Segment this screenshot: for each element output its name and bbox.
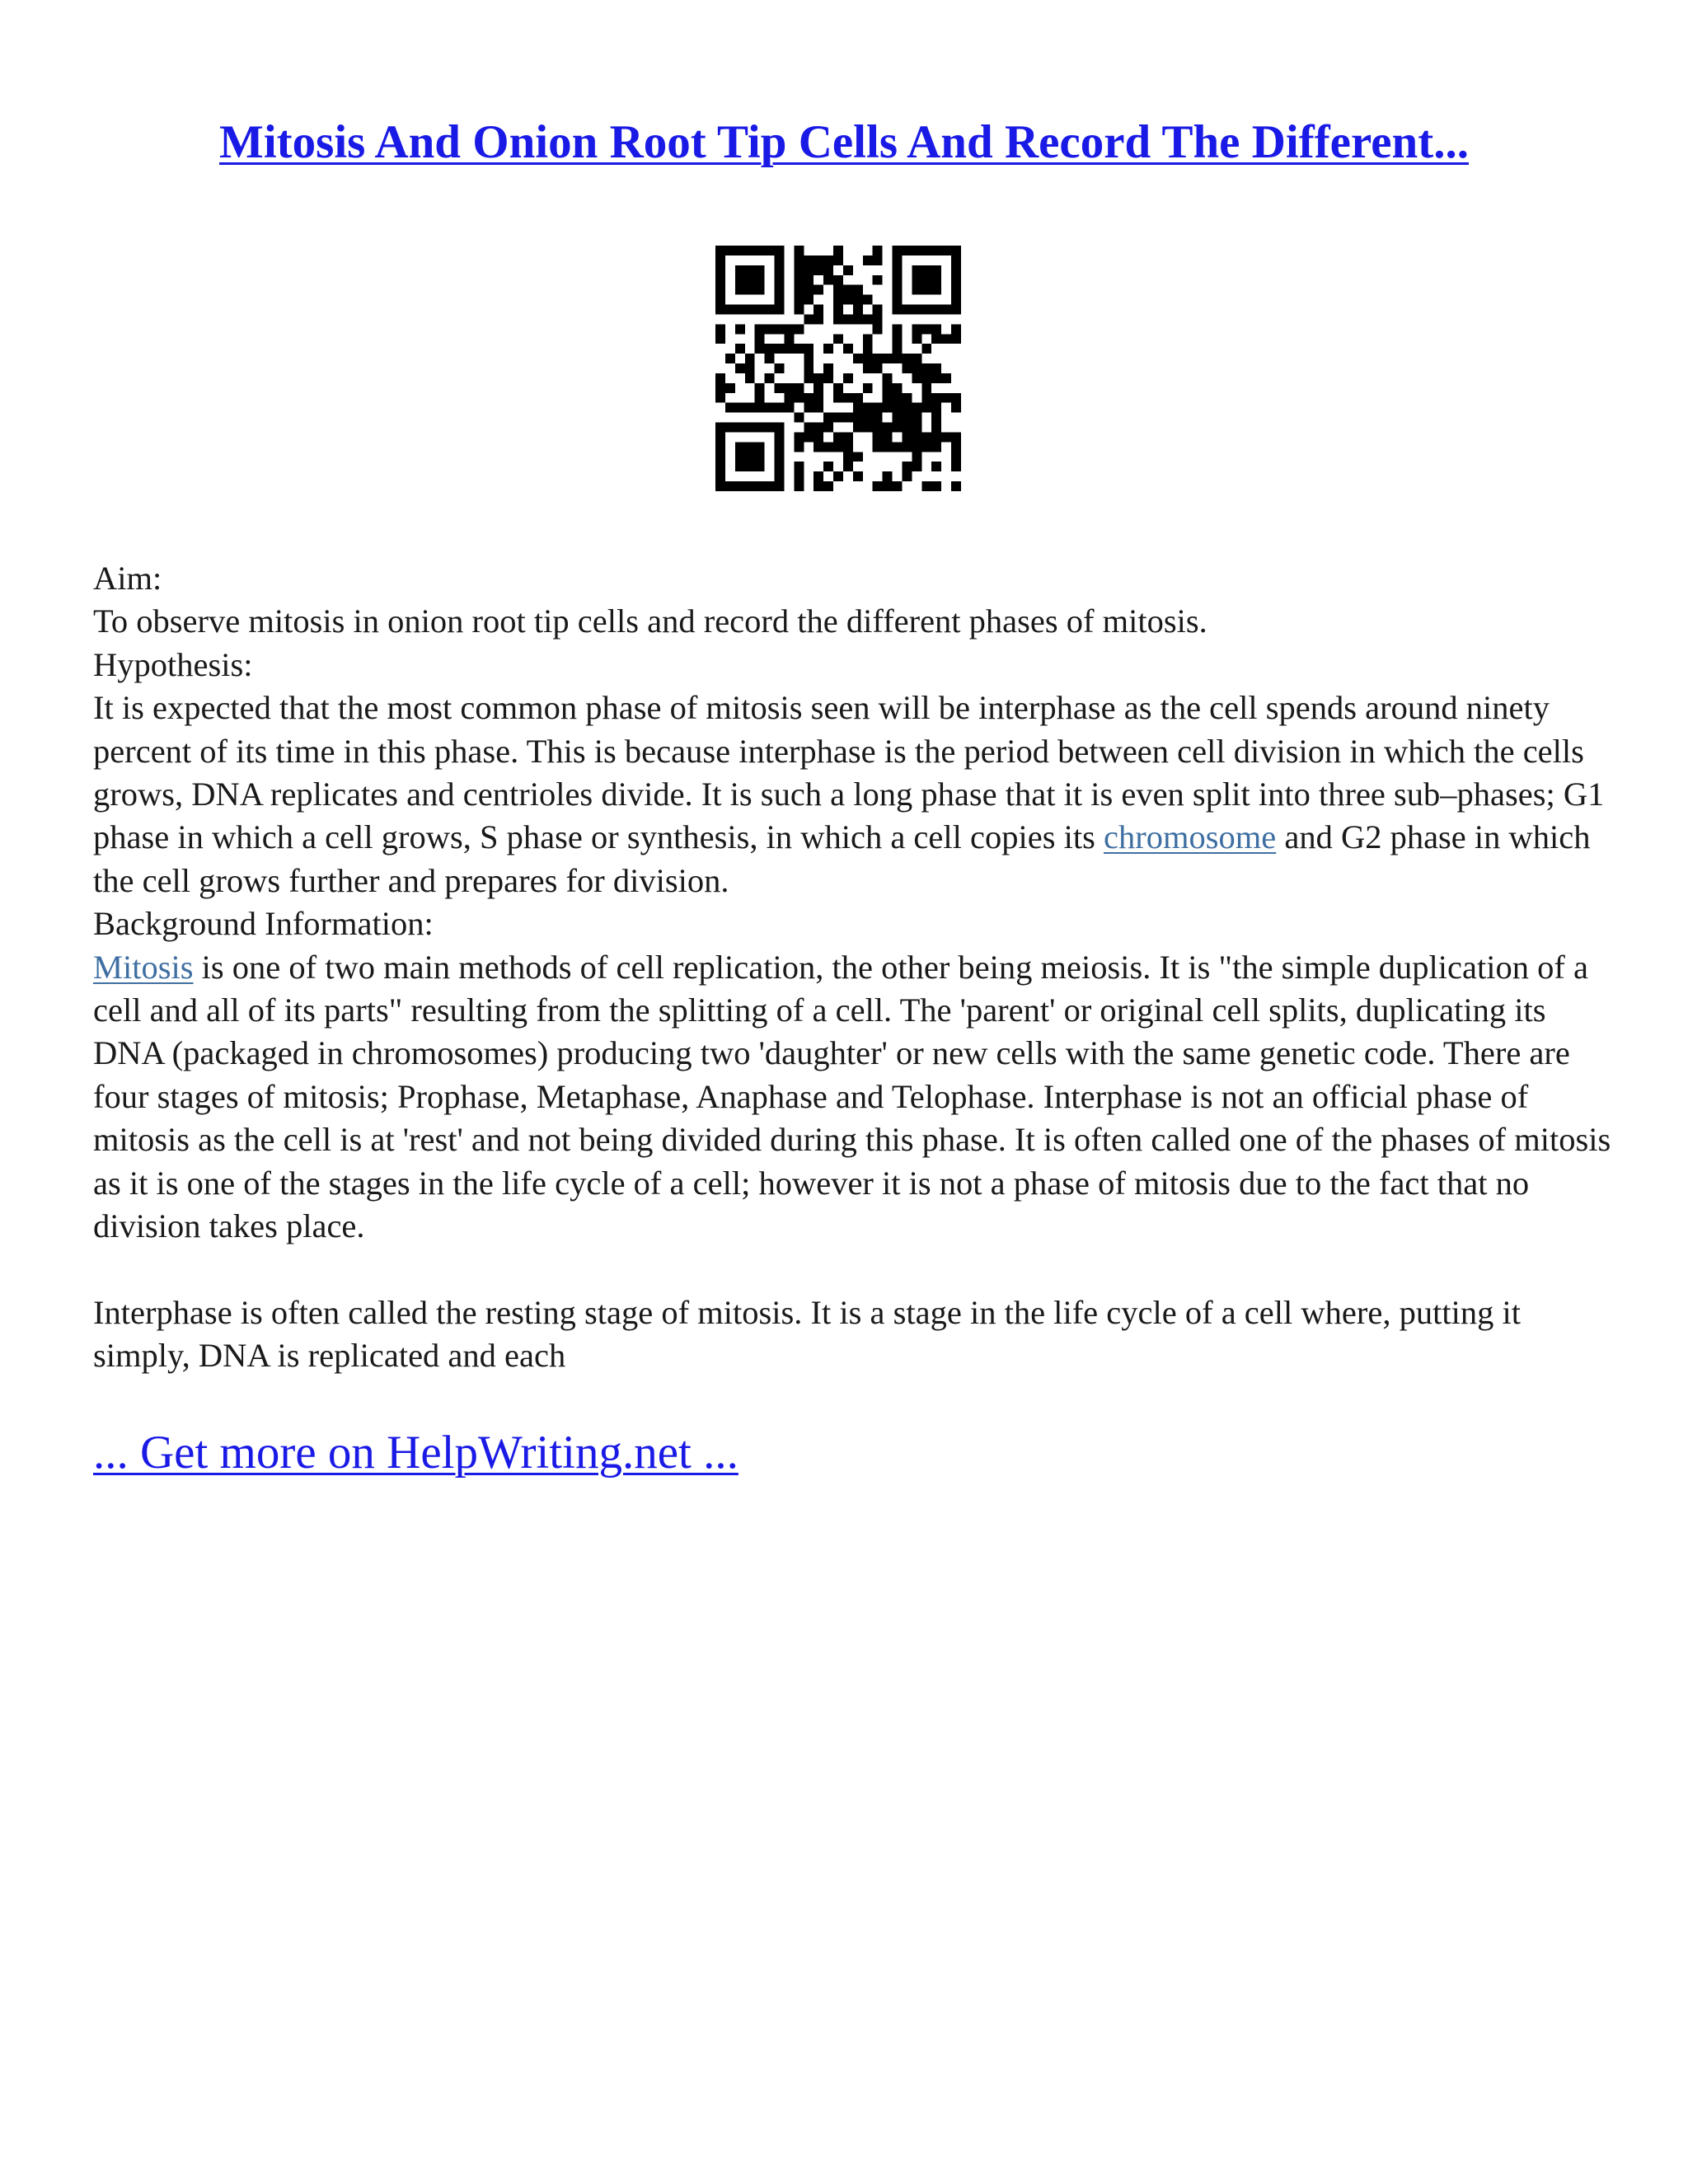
- chromosome-link[interactable]: chromosome: [1104, 818, 1277, 856]
- document-body: [93, 557, 1618, 1378]
- get-more-footer: [93, 1424, 738, 1482]
- qr-code-icon: [715, 246, 961, 491]
- hypothesis-text-start: It is expected that the most common phase of mitosis seen will be interphase as the cell spends around ninety percent of its time in this phase. This is because interphase is the period between cell division in which the cells grows, DNA replicates and centrioles divide. It is such a long phase that it is even split into three sub–phases; G1 phase in which a cell grows, S phase or synthesis, in which a cell copies its: [93, 689, 1605, 856]
- paragraph-gap: [93, 1249, 1618, 1291]
- background-heading: Background Information:: [93, 905, 434, 943]
- background-text: is one of two main methods of cell replication, the other being meiosis. It is "the simple duplication of a cell and all of its parts" resulting from the splitting of a cell. The 'parent' or original cell splits, duplicating its DNA (packaged in chromosomes) producing two 'daughter' or new cells with the same genetic code. There are four stages of mitosis; Prophase, Metaphase, Anaphase and Telophase. Interphase is not an official phase of mitosis as the cell is at 'rest' and not being divided during this phase. It is often called one of the phases of mitosis as it is one of the stages in the life cycle of a cell; however it is not a phase of mitosis due to the fact that no division takes place.: [93, 948, 1611, 1245]
- hypothesis-paragraph: [93, 687, 1618, 902]
- title-link[interactable]: Mitosis And Onion Root Tip Cells And Record The Different...: [219, 116, 1469, 168]
- hypothesis-text-end: and G2 phase in which the cell grows further and prepares for division.: [93, 818, 1591, 899]
- aim-heading: Aim:: [93, 560, 162, 597]
- hypothesis-heading: Hypothesis:: [93, 645, 253, 683]
- aim-text: To observe mitosis in onion root tip cells and record the different phases of mitosis.: [93, 602, 1207, 640]
- get-more-link[interactable]: ... Get more on HelpWriting.net ...: [93, 1427, 738, 1479]
- interphase-paragraph: Interphase is often called the resting stage of mitosis. It is a stage in the life cycle of a cell where, putting it simply, DNA is replicated and each: [93, 1293, 1521, 1375]
- page-title: [0, 114, 1688, 171]
- qr-code-modules: [715, 246, 961, 491]
- background-paragraph: [93, 946, 1618, 1249]
- mitosis-link[interactable]: Mitosis: [93, 948, 194, 986]
